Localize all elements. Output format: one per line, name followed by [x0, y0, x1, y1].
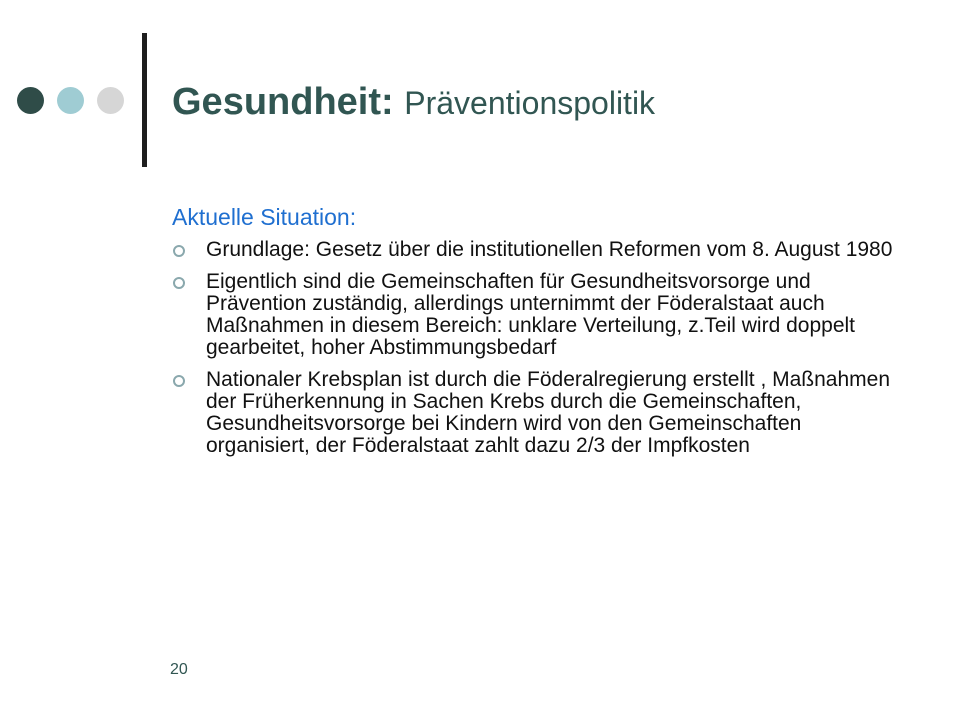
bullet-list	[172, 239, 902, 457]
ring-bullet-icon	[172, 374, 186, 388]
bullet-text: Eigentlich sind die Gemeinschaften für Gesundheitsvorsorge und Prävention zuständig, allerdings unternimmt der Föderalstaat auch Maßnahmen in diesem Bereich: unklare Verteilung, z.Teil wird doppelt gearbeitet, hoher Abstimmungsbedarf	[206, 270, 856, 359]
slide-content	[172, 203, 902, 467]
bullet-item	[172, 239, 902, 261]
ring-bullet-icon	[172, 276, 186, 290]
gray-dot-decoration	[97, 87, 124, 114]
bullet-text: Grundlage: Gesetz über die institutionellen Reformen vom 8. August 1980	[206, 238, 893, 261]
bullet-item	[172, 271, 902, 359]
title-main: Gesundheit:	[172, 81, 394, 123]
teal-dot-decoration	[57, 87, 84, 114]
title-subtitle: Präventionspolitik	[404, 85, 656, 121]
bullet-text: Nationaler Krebsplan ist durch die Föderalregierung erstellt , Maßnahmen der Früherkennung in Sachen Krebs durch die Gemeinschaften, Gesundheitsvorsorge bei Kindern wird von den Gemeinschaften organisiert, der Föderalstaat zahlt dazu 2/3 der Impfkosten	[206, 368, 891, 457]
section-heading: Aktuelle Situation:	[172, 204, 357, 230]
dark-dot-decoration	[17, 87, 44, 114]
bullet-item	[172, 369, 902, 457]
slide-title	[172, 80, 655, 125]
title-divider-line	[142, 33, 147, 167]
slide-number: 20	[170, 661, 188, 678]
ring-bullet-icon	[172, 244, 186, 258]
